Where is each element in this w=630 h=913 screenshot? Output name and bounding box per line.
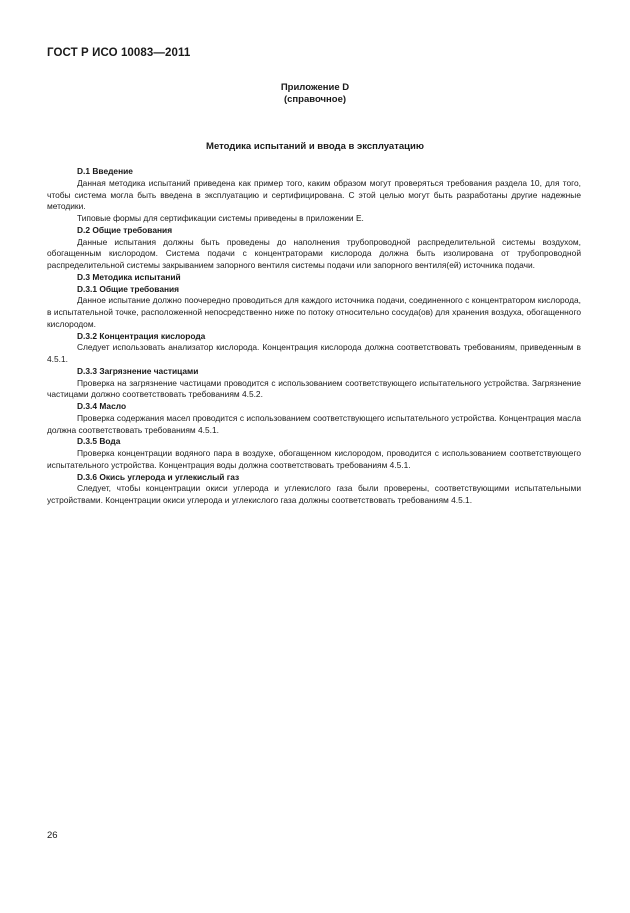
paragraph: Данная методика испытаний приведена как пример того, каким образом могут проверяться требования раздела 10, для того, чтобы система могла быть введена в эксплуатацию и сертифицирована. С этой целью могут быть разработаны другие надежные методики. (47, 177, 581, 212)
appendix-label: Приложение D (280, 82, 350, 93)
paragraph: Следует использовать анализатор кислорода. Концентрация кислорода должна соответствовать требованиям, приведенным в 4.5.1. (47, 342, 581, 364)
heading-d3-5: D.3.5 Вода (77, 436, 121, 447)
paragraph: Следует, чтобы концентрации окиси углерода и углекислого газа были проверены, соответствующими испытательными устройствами. Концентрации окиси углерода и углекислого газа должны соответствовать требованиям 4.5.1. (47, 483, 581, 505)
paragraph: Проверка содержания масел проводится с использованием соответствующего испытательного устройства. Концентрация масла должна соответствовать требованиям 4.5.1. (47, 412, 581, 435)
heading-d3-6: D.3.6 Окись углерода и углекислый газ (77, 471, 240, 482)
paragraph: Данное испытание должно поочередно проводиться для каждого источника подачи, соединенного с концентратором кислорода, в испытательной точке, расположенной непосредственно ниже по потоку относительно сосуда(ов) для хранения воздуха, обогащенного кислородом. (47, 295, 581, 329)
heading-d3: D.3 Методика испытаний (77, 271, 181, 282)
document-body (47, 166, 581, 507)
heading-d1: D.1 Введение (77, 166, 133, 176)
appendix-type: (справочное) (283, 94, 347, 105)
heading-d3-3: D.3.3 Загрязнение частицами (77, 365, 199, 376)
heading-d3-2: D.3.2 Концентрация кислорода (77, 330, 206, 341)
page-number: 26 (47, 830, 58, 841)
heading-d2: D.2 Общие требования (77, 224, 173, 235)
paragraph: Типовые формы для сертификации системы приведены в приложении E. (77, 213, 364, 223)
heading-d3-4: D.3.4 Масло (77, 401, 127, 411)
section-title: Методика испытаний и ввода в эксплуатацию (206, 141, 424, 152)
heading-d3-1: D.3.1 Общие требования (77, 283, 180, 294)
paragraph: Проверка на загрязнение частицами проводится с использованием соответствующего испытательного устройства. Загрязнение частицами должно соответствовать требованиям 4.5.2. (47, 377, 581, 400)
paragraph: Данные испытания должны быть проведены до наполнения трубопроводной распределительной системы воздухом, обогащенным кислородом. Система подачи с концентраторами кислорода должна быть изолирована от трубопроводной распределительной системы закрыванием запорного вентиля системы подачи или запорного вентиля(ей) источника подачи. (47, 236, 581, 270)
appendix-heading (0, 82, 630, 106)
document-header: ГОСТ Р ИСО 10083—2011 (47, 47, 191, 59)
paragraph: Проверка концентрации водяного пара в воздухе, обогащенном кислородом, проводится с использованием соответствующего испытательного устройства. Концентрация воды должна соответствовать требованиям 4.5.1. (47, 448, 581, 470)
